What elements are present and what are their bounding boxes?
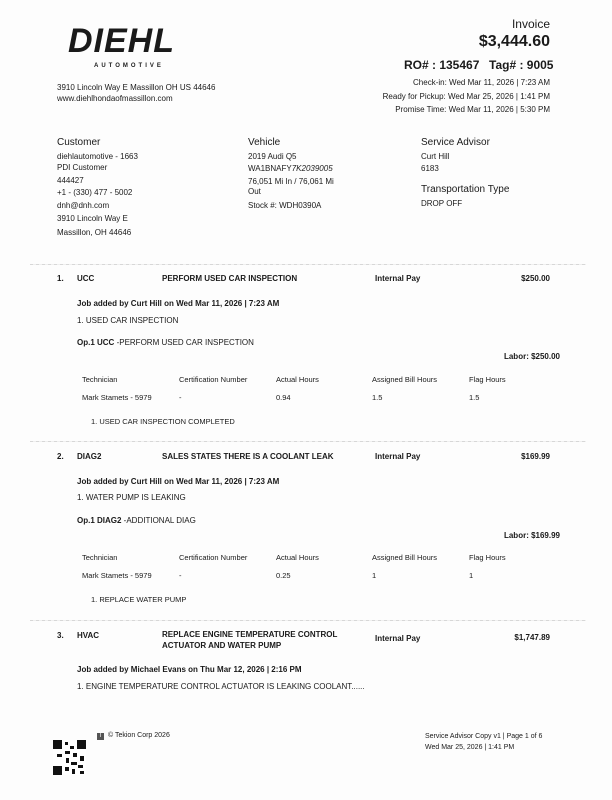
col-actual-hours: Actual Hours — [276, 375, 319, 384]
dealer-logo-subtitle: AUTOMOTIVE — [94, 63, 164, 69]
cell-flag-hours: 1 — [469, 571, 474, 580]
cell-actual-hours: 0.25 — [276, 571, 291, 580]
job-correction: 1. USED CAR INSPECTION COMPLETED — [91, 417, 235, 426]
vin-suffix: 7K2039005 — [291, 164, 333, 173]
job-pay-type: Internal Pay — [375, 452, 421, 461]
vehicle-stock: Stock #: WDH0390A — [248, 201, 322, 210]
job-amount: $169.99 — [521, 452, 550, 461]
qr-code — [53, 740, 86, 775]
cell-technician: Mark Stamets - 5979 — [82, 571, 152, 580]
job-title: PERFORM USED CAR INSPECTION — [162, 274, 298, 283]
cell-actual-hours: 0.94 — [276, 393, 291, 402]
vehicle-mileage-out: Out — [248, 187, 261, 196]
cell-assigned-hours: 1 — [372, 571, 377, 580]
job-code: UCC — [77, 274, 95, 283]
op-code: Op.1 UCC — [77, 338, 115, 347]
transport-type: DROP OFF — [421, 199, 463, 208]
job-concern: 1. WATER PUMP IS LEAKING — [77, 493, 186, 502]
job-title-line2: ACTUATOR AND WATER PUMP — [162, 641, 282, 650]
customer-type: PDI Customer — [57, 163, 108, 172]
vehicle-model: 2019 Audi Q5 — [248, 152, 297, 161]
invoice-total: $3,444.60 — [478, 33, 550, 50]
job-number: 1. — [57, 274, 64, 283]
customer-phone: +1 - (330) 477 - 5002 — [57, 188, 133, 197]
col-technician: Technician — [82, 375, 118, 384]
operation — [77, 337, 254, 348]
divider — [30, 441, 586, 442]
job-added-by: Job added by Curt Hill on Wed Mar 11, 2026 | 7:23 AM — [77, 299, 280, 308]
job-title: SALES STATES THERE IS A COOLANT LEAK — [162, 452, 334, 461]
customer-street: 3910 Lincoln Way E — [57, 214, 128, 223]
vehicle-vin — [248, 163, 333, 174]
col-assigned-hours: Assigned Bill Hours — [372, 553, 438, 562]
col-technician: Technician — [82, 553, 118, 562]
job-concern: 1. USED CAR INSPECTION — [77, 316, 179, 325]
dealer-address: 3910 Lincoln Way E Massillon OH US 44646 — [57, 83, 216, 92]
job-title-line1: REPLACE ENGINE TEMPERATURE CONTROL — [162, 630, 338, 639]
tekion-icon: T — [98, 733, 103, 739]
cell-certification: - — [179, 393, 182, 402]
customer-city: Massillon, OH 44646 — [57, 228, 132, 237]
job-code: DIAG2 — [77, 452, 102, 461]
vehicle-mileage: 76,051 Mi In / 76,061 Mi — [248, 177, 334, 186]
col-flag-hours: Flag Hours — [469, 375, 506, 384]
dealer-logo: DIEHL — [68, 22, 175, 60]
op-code: Op.1 DIAG2 — [77, 516, 122, 525]
customer-heading: Customer — [57, 137, 101, 148]
job-amount: $250.00 — [521, 274, 550, 283]
transport-heading: Transportation Type — [421, 184, 510, 195]
col-certification: Certification Number — [179, 375, 248, 384]
labor-amount: Labor: $169.99 — [503, 531, 560, 540]
job-amount: $1,747.89 — [514, 633, 550, 642]
divider — [30, 620, 586, 621]
job-correction: 1. REPLACE WATER PUMP — [91, 595, 187, 604]
job-number: 2. — [57, 452, 64, 461]
job-added-by: Job added by Michael Evans on Thu Mar 12, 2026 | 2:16 PM — [77, 665, 302, 674]
vehicle-heading: Vehicle — [248, 137, 281, 148]
advisor-name: Curt Hill — [421, 152, 450, 161]
ro-number: RO# : 135467 — [404, 58, 480, 72]
job-added-by: Job added by Curt Hill on Wed Mar 11, 2026 | 7:23 AM — [77, 477, 280, 486]
copyright: © Tekion Corp 2026 — [108, 732, 170, 739]
customer-name: diehlautomotive - 1663 — [57, 152, 138, 161]
tag-number: Tag# : 9005 — [489, 58, 554, 72]
customer-email: dnh@dnh.com — [57, 201, 110, 210]
cell-technician: Mark Stamets - 5979 — [82, 393, 152, 402]
divider — [30, 264, 586, 265]
ready-time: Ready for Pickup: Wed Mar 25, 2026 | 1:41 PM — [382, 92, 550, 101]
operation — [77, 515, 196, 526]
op-desc: -PERFORM USED CAR INSPECTION — [114, 338, 254, 347]
job-pay-type: Internal Pay — [375, 634, 421, 643]
print-time: Wed Mar 25, 2026 | 1:41 PM — [425, 744, 515, 751]
invoice-label: Invoice — [511, 17, 550, 31]
customer-id: 444427 — [57, 176, 84, 185]
job-code: HVAC — [77, 631, 100, 640]
labor-amount: Labor: $250.00 — [503, 352, 560, 361]
dealer-website: www.diehlhondaofmassillon.com — [57, 94, 173, 103]
cell-assigned-hours: 1.5 — [372, 393, 383, 402]
vin-prefix: WA1BNAFY — [248, 164, 292, 173]
cell-flag-hours: 1.5 — [469, 393, 480, 402]
advisor-id: 6183 — [421, 164, 439, 173]
job-number: 3. — [57, 631, 64, 640]
checkin-time: Check-in: Wed Mar 11, 2026 | 7:23 AM — [413, 78, 550, 87]
job-concern: 1. ENGINE TEMPERATURE CONTROL ACTUATOR IS LEAKING COOLANT...... — [77, 682, 365, 691]
advisor-heading: Service Advisor — [421, 137, 490, 148]
col-certification: Certification Number — [179, 553, 248, 562]
job-pay-type: Internal Pay — [375, 274, 421, 283]
copy-info: Service Advisor Copy v1 | Page 1 of 6 — [425, 733, 543, 740]
cell-certification: - — [179, 571, 182, 580]
op-desc: -ADDITIONAL DIAG — [121, 516, 196, 525]
col-assigned-hours: Assigned Bill Hours — [372, 375, 438, 384]
promise-time: Promise Time: Wed Mar 11, 2026 | 5:30 PM — [395, 105, 550, 114]
col-actual-hours: Actual Hours — [276, 553, 319, 562]
col-flag-hours: Flag Hours — [469, 553, 506, 562]
